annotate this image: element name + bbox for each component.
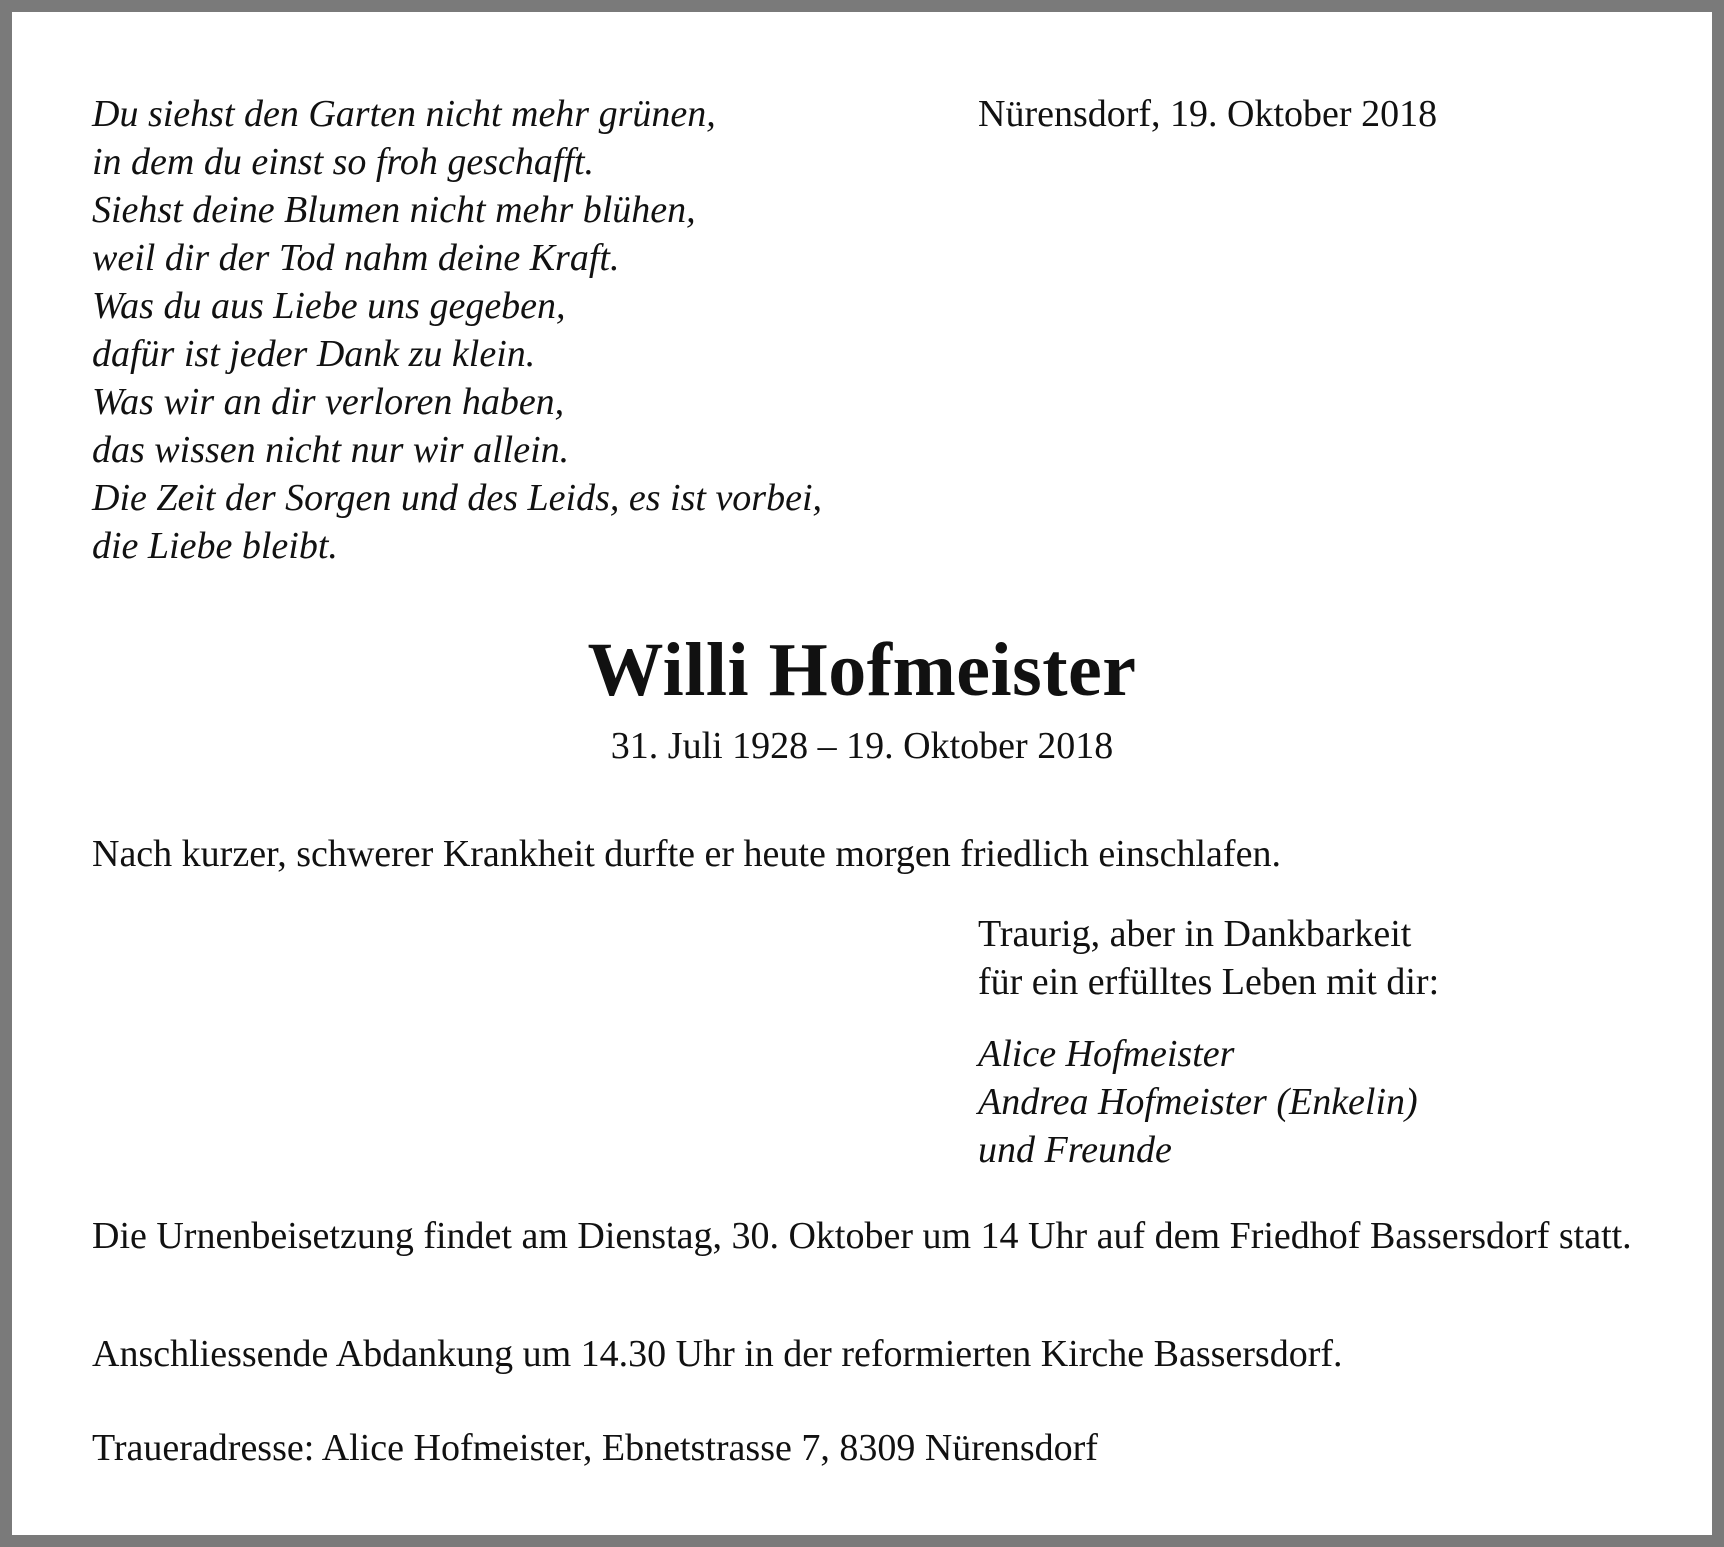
deceased-name: Willi Hofmeister — [587, 628, 1137, 712]
signers-list — [978, 1030, 1418, 1174]
obituary-page — [12, 12, 1712, 1535]
poem-line: Was du aus Liebe uns gegeben, — [92, 285, 566, 327]
poem-line: das wissen nicht nur wir allein. — [92, 429, 570, 471]
life-dates: 31. Juli 1928 – 19. Oktober 2018 — [610, 725, 1114, 767]
poem-line: in dem du einst so froh geschafft. — [92, 141, 595, 183]
poem — [92, 90, 822, 570]
announcement-text: Nach kurzer, schwerer Krankheit durfte er heute morgen friedlich einschlafen. — [92, 833, 1281, 875]
poem-line: Du siehst den Garten nicht mehr grünen, — [92, 93, 716, 135]
signer-name: und Freunde — [978, 1129, 1172, 1171]
signer-name: Andrea Hofmeister (Enkelin) — [978, 1081, 1418, 1123]
poem-line: Die Zeit der Sorgen und des Leids, es ist vorbei, — [92, 477, 823, 519]
signer-name: Alice Hofmeister — [978, 1033, 1235, 1075]
thanks-line: Traurig, aber in Dankbarkeit — [978, 913, 1412, 955]
poem-line: dafür ist jeder Dank zu klein. — [92, 333, 536, 375]
poem-line: die Liebe bleibt. — [92, 525, 338, 567]
poem-line: weil dir der Tod nahm deine Kraft. — [92, 237, 620, 279]
thanks-line: für ein erfülltes Leben mit dir: — [978, 961, 1440, 1003]
thanks-block — [978, 910, 1439, 1006]
place-date: Nürensdorf, 19. Oktober 2018 — [978, 93, 1438, 135]
burial-info: Die Urnenbeisetzung findet am Dienstag, 30. Oktober um 14 Uhr auf dem Friedhof Bassersdorf statt. — [92, 1215, 1632, 1257]
poem-line: Was wir an dir verloren haben, — [92, 381, 565, 423]
poem-line: Siehst deine Blumen nicht mehr blühen, — [92, 189, 696, 231]
service-info: Anschliessende Abdankung um 14.30 Uhr in der reformierten Kirche Bassersdorf. — [92, 1333, 1343, 1375]
mourning-address: Traueradresse: Alice Hofmeister, Ebnetstrasse 7, 8309 Nürensdorf — [92, 1427, 1098, 1469]
